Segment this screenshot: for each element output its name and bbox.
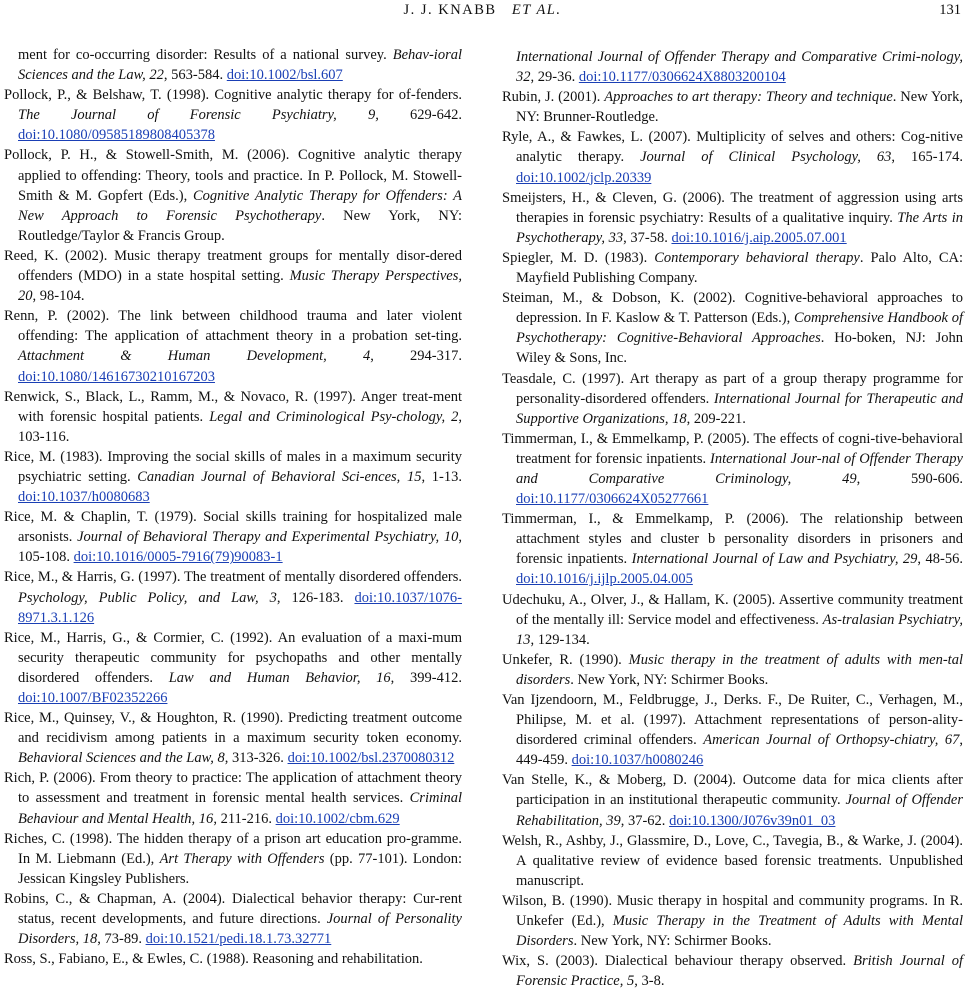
reference-pages: , 399-412.: [390, 669, 462, 686]
reference-pages: , 98-104.: [32, 288, 85, 305]
references-right-column: [502, 47, 963, 991]
reference-pages: . Ho-boken, NJ: John Wiley & Sons, Inc.: [516, 330, 963, 367]
reference-entry: [502, 369, 963, 429]
reference-entry: [4, 507, 462, 567]
reference-text: Van Stelle, K., & Moberg, D. (2004). Outcome data for mica clients after participation in an institutional therapeutic community.: [502, 772, 963, 809]
reference-source-title: Criminal Behaviour and Mental Health, 16: [18, 790, 462, 827]
reference-pages: . Palo Alto, CA: Mayfield Publishing Company.: [516, 249, 964, 287]
reference-pages: . New York, NY: Routledge/Taylor & Francis Group.: [18, 207, 462, 244]
reference-text: Ryle, A., & Fawkes, L. (2007). Multiplicity of selves and others: Cog-nitive analytic therapy.: [502, 129, 963, 166]
reference-source-title: The Journal of Forensic Psychiatry, 9,: [18, 107, 379, 124]
reference-entry: [502, 87, 963, 127]
reference-text: Van Ijzendoorn, M., Feldbrugge, J., Derks. F., De Ruiter, C., Verhagen, M., Philipse, M. et al. (1997). Attachment representations of person-ality-disordered criminal offenders.: [502, 692, 963, 749]
reference-source-title: Contemporary behavioral therapy: [654, 249, 860, 266]
reference-source-title: Legal and Criminological Psy-chology, 2: [209, 408, 459, 425]
running-head-et-al: ET AL.: [511, 2, 562, 18]
reference-entry: [502, 429, 963, 509]
reference-source-title: Psychology, Public Policy, and Law, 3: [18, 589, 277, 606]
reference-entry: [502, 831, 963, 891]
reference-text: Rice, M. (1983). Improving the social skills of males in a maximum security psychiatric setting.: [4, 448, 462, 485]
reference-text: Udechuku, A., Olver, J., & Hallam, K. (2005). Assertive community treatment of the mentally ill: Service model and effectiveness.: [502, 591, 963, 628]
reference-entry: [502, 509, 963, 589]
reference-entry: [502, 770, 963, 830]
reference-text: Spiegler, M. D. (1983).: [502, 249, 655, 266]
reference-entry: [4, 387, 462, 447]
reference-source-title: Journal of Offender Rehabilitation, 39: [516, 792, 963, 829]
reference-text: Rich, P. (2006). From theory to practice: The application of attachment theory to assessment and treatment in forensic mental health services.: [4, 770, 462, 807]
reference-entry: [4, 447, 462, 507]
reference-text: Teasdale, C. (1997). Art therapy as part of a group therapy programme for personality-disordered offenders.: [502, 370, 963, 407]
doi-link[interactable]: doi:10.1037/1076-8971.3.1.126: [18, 589, 462, 626]
reference-text: Timmerman, I., & Emmelkamp, P. (2005). The effects of cogni-tive-behavioral treatment for forensic inpatients.: [502, 430, 963, 467]
reference-text: Steiman, M., & Dobson, K. (2002). Cognitive-behavioral approaches to depression. In F. Kaslow & T. Patterson (Eds.),: [502, 290, 963, 327]
reference-text: Timmerman, I., & Emmelkamp, P. (2006). The relationship between attachment styles and cluster b personality disorders in prisoners and forensic inpatients.: [502, 511, 963, 568]
reference-entry: [502, 951, 963, 991]
doi-link[interactable]: doi:10.1002/bsl.2370080312: [287, 750, 455, 767]
reference-entry: [502, 188, 963, 248]
reference-source-title: Comprehensive Handbook of Psychotherapy: Cognitive-Behavioral Approaches: [516, 310, 963, 347]
reference-text: Pollock, P. H., & Stowell-Smith, M. (2006). Cognitive analytic therapy applied to offending: Theory, tools and practice. In P. Pollock, M. Stowell-Smith & M. Gopfert (Eds.),: [4, 147, 462, 204]
reference-source-title: Law and Human Behavior, 16: [168, 669, 391, 686]
doi-link[interactable]: doi:10.1521/pedi.18.1.73.32771: [145, 931, 332, 948]
reference-pages: , 211-216.: [213, 810, 276, 827]
reference-source-title: Cognitive Analytic Therapy for Offenders: A New Approach to Forensic Psychotherapy: [18, 187, 462, 224]
reference-pages: , 37-62.: [620, 812, 670, 829]
reference-entry: [4, 306, 462, 386]
reference-pages: . New York, NY: Schirmer Books.: [570, 671, 769, 688]
doi-link[interactable]: doi:10.1080/14616730210167203: [18, 368, 215, 385]
doi-link[interactable]: doi:10.1007/BF02352266: [18, 690, 168, 706]
reference-pages: , 3-8.: [634, 973, 665, 990]
doi-link[interactable]: doi:10.1300/J076v39n01_03: [669, 812, 836, 829]
reference-entry: [4, 628, 462, 708]
reference-source-title: Behavioral Sciences and the Law, 8: [18, 750, 225, 767]
reference-entry: [4, 949, 462, 969]
reference-text: Reed, K. (2002). Music therapy treatment groups for mentally disor-dered offenders (MDO) in a state hospital setting.: [4, 247, 462, 285]
reference-text: Riches, C. (1998). The hidden therapy of a prison art education pro-gramme. In M. Liebmann (Ed.),: [4, 830, 462, 867]
reference-pages: . New York, NY: Brunner-Routledge.: [516, 89, 963, 126]
running-head: [0, 0, 965, 20]
reference-text: Renwick, S., Black, L., Ramm, M., & Novaco, R. (1997). Anger treat-ment with forensic hospital patients.: [4, 388, 462, 425]
reference-pages: , 129-134.: [530, 631, 590, 648]
reference-source-title: British Journal of Forensic Practice, 5: [516, 953, 963, 990]
reference-entry: [502, 650, 963, 690]
reference-source-title: Music Therapy in the Treatment of Adults with Mental Disorders: [516, 913, 963, 950]
doi-link[interactable]: doi:10.1037/h0080246: [571, 752, 704, 769]
doi-link[interactable]: doi:10.1002/cbm.629: [275, 810, 400, 827]
reference-pages: , 165-174.: [891, 149, 963, 166]
doi-link[interactable]: doi:10.1177/0306624X05277661: [516, 491, 709, 508]
references-left-column: [4, 45, 462, 969]
doi-link[interactable]: doi:10.1037/h0080683: [18, 489, 150, 506]
reference-text: Robins, C., & Chapman, A. (2004). Dialectical behavior therapy: Cur-rent status, recent developments, and future directions.: [4, 890, 462, 928]
reference-pages: , 48-56.: [917, 551, 963, 568]
reference-pages: , 294-317.: [370, 348, 462, 365]
running-head-author: J. J. KNABB: [403, 2, 497, 18]
reference-pages: . New York, NY: Schirmer Books.: [573, 933, 772, 950]
reference-pages: , 449-459.: [516, 732, 963, 769]
reference-source-title: Behav-ioral Sciences and the Law, 22: [18, 47, 462, 84]
reference-entry: [4, 45, 462, 85]
reference-source-title: International Journal of Offender Therapy and Comparative Crimi-nology, 32: [516, 49, 963, 86]
reference-source-title: Music Therapy Perspectives, 20: [18, 268, 462, 305]
reference-text: Rice, M., & Harris, G. (1997). The treatment of mentally disordered offenders.: [4, 569, 462, 586]
reference-source-title: Journal of Clinical Psychology, 63: [640, 149, 892, 166]
reference-source-title: Journal of Behavioral Therapy and Experimental Psychiatry, 10: [77, 529, 459, 546]
reference-text: Welsh, R., Ashby, J., Glassmire, D., Love, C., Tavegia, B., & Warke, J. (2004). A qualitative review of evidence based forensic treatments. Unpublished manuscript.: [502, 832, 963, 889]
reference-entry: [4, 246, 462, 306]
reference-source-title: As-tralasian Psychiatry, 13: [516, 611, 963, 648]
reference-text: Wix, S. (2003). Dialectical behaviour therapy observed.: [502, 953, 854, 970]
reference-entry: [502, 127, 963, 187]
reference-text: ment for co-occurring disorder: Results of a national survey.: [18, 47, 393, 63]
reference-entry: [4, 145, 462, 245]
reference-source-title: The Arts in Psychotherapy, 33: [516, 209, 963, 246]
reference-pages: , 29-36.: [530, 69, 579, 86]
page-number: 131: [939, 2, 961, 18]
reference-text: Unkefer, R. (1990).: [502, 651, 629, 668]
reference-pages: , 209-221.: [686, 410, 746, 427]
reference-pages: , 105-108.: [18, 529, 463, 566]
reference-text: Wilson, B. (1990). Music therapy in hospital and community programs. In R. Unkefer (Ed.),: [502, 892, 963, 930]
reference-pages: , 37-58.: [623, 229, 672, 246]
reference-entry: [502, 248, 963, 288]
reference-entry: [4, 889, 462, 949]
reference-entry: [4, 829, 462, 889]
page-header: [0, 0, 965, 28]
reference-entry: [502, 288, 963, 368]
reference-text: Rubin, J. (2001).: [502, 89, 605, 106]
doi-link[interactable]: doi:10.1016/j.ijlp.2005.04.005: [516, 571, 693, 588]
reference-source-title: Approaches to art therapy: Theory and technique: [604, 89, 893, 106]
doi-link[interactable]: doi:10.1016/j.aip.2005.07.001: [671, 229, 847, 246]
reference-pages: , 1-13.: [421, 468, 462, 485]
reference-entry: [4, 567, 462, 627]
reference-text: Renn, P. (2002). The link between childhood trauma and later violent offending: The application of attachment theory in a probation set-ting.: [4, 308, 462, 345]
doi-link[interactable]: doi:10.1177/0306624X8803200104: [578, 69, 786, 86]
reference-pages: (pp. 77-101). London: Jessican Kingsley Publishers.: [18, 850, 462, 887]
reference-pages: , 590-606.: [856, 470, 963, 487]
reference-source-title: International Journal for Therapeutic and Supportive Organizations, 18: [516, 390, 963, 427]
reference-text: Rice, M. & Chaplin, T. (1979). Social skills training for hospitalized male arsonists.: [4, 509, 462, 546]
reference-source-title: International Journal of Law and Psychiatry, 29: [631, 551, 918, 568]
reference-source-title: International Jour-nal of Offender Therapy and Comparative Criminology, 49: [516, 450, 963, 487]
reference-pages: 629-642.: [378, 107, 462, 124]
reference-pages: , 563-584.: [163, 67, 227, 84]
reference-source-title: Canadian Journal of Behavioral Sci-ences, 15: [137, 468, 422, 485]
reference-text: Pollock, P., & Belshaw, T. (1998). Cognitive analytic therapy for of-fenders.: [4, 87, 462, 104]
doi-link[interactable]: doi:10.1080/09585189808405378: [18, 127, 215, 144]
reference-text: Ross, S., Fabiano, E., & Ewles, C. (1988). Reasoning and rehabilitation.: [4, 951, 423, 968]
reference-pages: , 103-116.: [18, 408, 462, 445]
reference-entry: [502, 690, 963, 770]
reference-source-title: American Journal of Orthopsy-chiatry, 67: [703, 732, 960, 749]
reference-entry: [502, 590, 963, 650]
reference-entry: [4, 768, 462, 828]
reference-pages: , 126-183.: [276, 589, 355, 606]
reference-text: Smeijsters, H., & Cleven, G. (2006). The treatment of aggression using arts therapies in forensic psychiatry: Results of a qualitative inquiry.: [502, 189, 963, 226]
reference-entry: [502, 891, 963, 951]
reference-text: Rice, M., Harris, G., & Cormier, C. (1992). An evaluation of a maxi-mum security therapeutic community for psychopaths and other mentally disordered offenders.: [4, 629, 462, 686]
reference-entry: [4, 85, 462, 145]
doi-link[interactable]: doi:10.1002/jclp.20339: [516, 169, 652, 186]
reference-entry: [502, 47, 963, 87]
reference-source-title: Journal of Personality Disorders, 18: [18, 911, 462, 948]
doi-link[interactable]: doi:10.1016/0005-7916(79)90083-1: [73, 549, 283, 566]
reference-pages: , 73-89.: [97, 931, 146, 948]
reference-source-title: Attachment & Human Development, 4: [18, 348, 371, 365]
reference-entry: [4, 708, 462, 768]
reference-source-title: Art Therapy with Offenders: [159, 850, 325, 867]
reference-pages: , 313-326.: [224, 750, 288, 767]
doi-link[interactable]: doi:10.1002/bsl.607: [226, 67, 343, 84]
reference-source-title: Music therapy in the treatment of adults with men-tal disorders: [516, 651, 963, 688]
reference-text: Rice, M., Quinsey, V., & Houghton, R. (1990). Predicting treatment outcome and recidivism among patients in a maximum security token economy.: [4, 710, 462, 747]
